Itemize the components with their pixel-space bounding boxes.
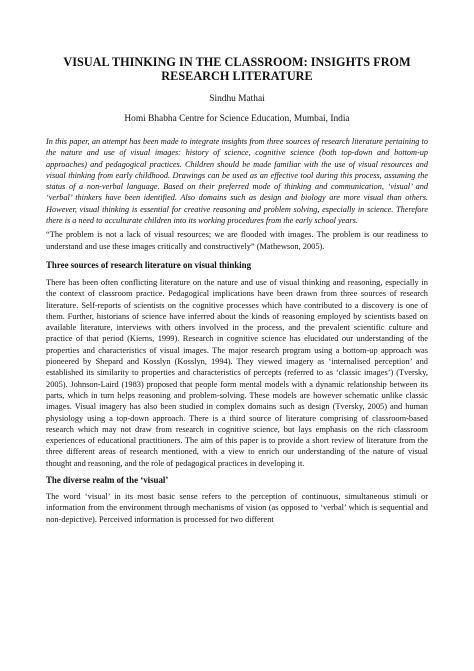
section-heading-sources: Three sources of research literature on visual thinking bbox=[46, 259, 252, 270]
section-heading-visual-realm: The diverse realm of the ‘visual’ bbox=[46, 475, 169, 486]
abstract-paragraph: In this paper, an attempt has been made to integrate insights from three sources of research literature pertaining to the nature and use of visual images: history of science, cognitive science (both top-down and bottom-up approaches) and pedagogical practices. Children should be made familiar with the use of visual resources and visual thinking from early childhood. Drawings can be used as an effective tool during this process, assuming the status of a non-verbal language. Based on their preferred mode of thinking and communication, ‘visual’ and ‘verbal’ thinkers have been identified. Also domains such as design and biology are more visual than others. However, visual thinking is essential for creative reasoning and problem solving, especially in science. Therefore there is a need to acculturate children into its working procedures from the early school years. bbox=[46, 137, 428, 226]
author-name: Sindhu Mathai bbox=[209, 94, 265, 104]
section-body-sources: There has been often conflicting literature on the nature and use of visual thinking and reasoning, especially in the context of classroom practice. Pedagogical implications have been drawn from three sources of research literature. Self-reports of scientists on the cognitive processes which have contributed to a discovery is one of them. Further, historians of science have inferred about the kinds of reasoning employed by scientists based on available literature, interviews with others involved in the process, and the prevalent scientific culture and practice of that period (Kierns, 1999). Research in cognitive science has elucidated our understanding of the properties and characteristics of visual images. The major research program using a bottom-up approach was pioneered by Shepard and Kosslyn (Kosslyn, 1994). They viewed imagery as ‘internalised perception’ and established its similarity to properties and characteristics of percepts (referred to as ‘classic images’) (Tversky, 2005). Johnson-Laird (1983) proposed that people form mental models with a dynamic relationship between its parts, which in turn helps reasoning and problem-solving. These models are however schematic unlike classic images. Visual imagery has also been studied in complex domains such as design (Tversky, 2005) and human physiology using a top-down approach. There is a third source of literature comprising of classroom-based research which may not draw from research in cognitive science, but lays emphasis on the rich classroom experiences of educational practitioners. The aim of this paper is to provide a short review of literature from the three different areas of research mentioned, with a view to enrich our understanding of the nature of visual thought and reasoning, and the role of pedagogical practices in developing it. bbox=[46, 277, 428, 468]
epigraph-quote: “The problem is not a lack of visual resources; we are flooded with images. The problem is our readiness to understand and use these images critically and constructively” (Mathewson, 2005). bbox=[46, 230, 428, 251]
author-affiliation: Homi Bhabha Centre for Science Education, Mumbai, India bbox=[124, 114, 350, 124]
paper-title-line-1: VISUAL THINKING IN THE CLASSROOM: INSIGHTS FROM bbox=[63, 55, 411, 69]
section-body-visual-realm: The word ‘visual’ in its most basic sense refers to the perception of continuous, simultaneous stimuli or information from the environment through mechanisms of vision (as opposed to ‘verbal’ which is sequential and non-depictive). Perceived information is processed for two different bbox=[46, 492, 428, 524]
paper-title-line-2: RESEARCH LITERATURE bbox=[161, 68, 313, 83]
paper-page bbox=[46, 56, 428, 525]
paper-title bbox=[46, 56, 428, 83]
